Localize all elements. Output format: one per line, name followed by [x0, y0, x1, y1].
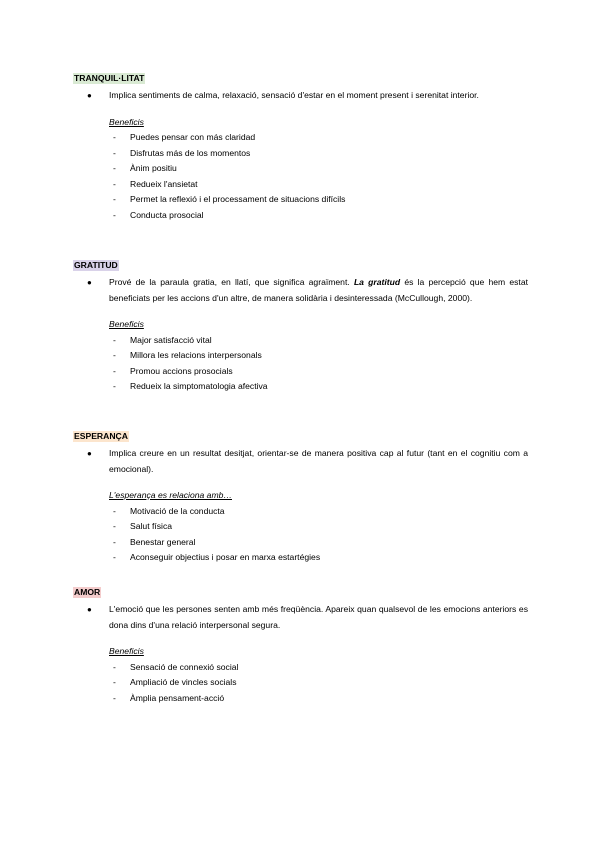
dash-icon: -	[113, 536, 116, 547]
list-item-text: Redueix l'ansietat	[130, 178, 198, 189]
list-item	[73, 660, 528, 676]
list-item-text: Promou accions prosocials	[130, 365, 233, 376]
subsection-title: L'esperança es relaciona amb…	[109, 490, 232, 500]
list-item	[73, 161, 528, 177]
dash-icon: -	[113, 505, 116, 516]
section-heading: GRATITUD	[74, 260, 118, 270]
definition-paragraph	[73, 275, 528, 306]
list-item	[73, 146, 528, 162]
dash-icon: -	[113, 209, 116, 220]
definition-paragraph	[73, 446, 528, 477]
bullet-dot-icon: ●	[87, 449, 92, 458]
bullet-dot-icon: ●	[87, 278, 92, 287]
list-item	[73, 208, 528, 224]
list-item	[73, 691, 528, 707]
benefits-list	[73, 660, 528, 707]
dash-icon: -	[113, 132, 116, 142]
definition-text-part: Prové de la paraula gratia, en llatí, que significa agraïment.	[109, 277, 354, 287]
list-item-text: Sensació de connexió social	[130, 661, 239, 672]
dash-icon: -	[113, 365, 116, 376]
list-item-text: Aconseguir objectius i posar en marxa estartégies	[130, 552, 321, 562]
list-item	[73, 192, 528, 208]
list-item-text: Permet la reflexió i el processament de situacions difícils	[130, 194, 346, 204]
dash-icon: -	[113, 334, 116, 345]
list-item	[73, 348, 528, 364]
dash-icon: -	[113, 677, 116, 687]
list-item-text: Major satisfacció vital	[130, 334, 212, 345]
list-item	[73, 550, 528, 566]
section-heading: TRANQUIL·LITAT	[74, 73, 145, 83]
bullet-dot-icon: ●	[87, 605, 92, 614]
subsection-title: Beneficis	[109, 646, 144, 656]
definition-paragraph	[73, 88, 528, 104]
list-item	[73, 364, 528, 380]
dash-icon: -	[113, 661, 116, 672]
bullet-dot-icon: ●	[87, 91, 92, 100]
list-item	[73, 130, 528, 146]
benefits-list	[73, 130, 528, 223]
subsection-title: Beneficis	[109, 116, 144, 127]
dash-icon: -	[113, 178, 116, 189]
subsection-title: Beneficis	[109, 319, 144, 329]
list-item-text: Conducta prosocial	[130, 209, 204, 220]
dash-icon: -	[113, 350, 116, 360]
list-item	[73, 379, 528, 395]
section-heading: AMOR	[74, 587, 101, 597]
section-gratitud	[73, 260, 528, 395]
list-item	[73, 675, 528, 691]
definition-paragraph	[73, 602, 528, 633]
list-item	[73, 333, 528, 349]
list-item-text: Puedes pensar con más claridad	[130, 132, 256, 142]
dash-icon: -	[113, 521, 116, 531]
list-item-text: Benestar general	[130, 536, 196, 547]
dash-icon: -	[113, 194, 116, 204]
definition-text: L'emoció que les persones senten amb més freqüència. Apareix quan qualsevol de les emocions anteriors es dona dins d'una relació interpersonal segura.	[109, 604, 528, 630]
section-amor	[73, 587, 528, 706]
dash-icon: -	[113, 147, 116, 158]
list-item	[73, 519, 528, 535]
list-item-text: Àmplia pensament-acció	[130, 692, 225, 703]
list-item-text: Ànim positiu	[130, 163, 177, 173]
definition-text	[109, 275, 528, 306]
list-item-text: Motivació de la conducta	[130, 505, 225, 516]
section-tranquillitat	[73, 73, 528, 223]
list-item	[73, 535, 528, 551]
list-item-text: Salut física	[130, 521, 173, 531]
dash-icon: -	[113, 692, 116, 703]
definition-text: Implica creure en un resultat desitjat, orientar-se de manera positiva cap al futur (tant en el cognitiu com a emocional).	[109, 448, 528, 474]
list-item-text: Redueix la simptomatologia afectiva	[130, 381, 268, 391]
dash-icon: -	[113, 381, 116, 391]
list-item-text: Disfrutas más de los momentos	[130, 147, 251, 158]
list-item-text: Millora les relacions interpersonals	[130, 350, 262, 360]
list-item-text: Ampliació de vincles socials	[130, 677, 237, 687]
definition-text: Implica sentiments de calma, relaxació, sensació d'estar en el moment present i serenitat interior.	[109, 90, 479, 100]
dash-icon: -	[113, 163, 116, 173]
benefits-list	[73, 333, 528, 395]
section-heading: ESPERANÇA	[74, 431, 128, 441]
section-esperanca	[73, 431, 528, 566]
definition-text-part: és la percepció que hem estat beneficiats per les accions d'un altre, de manera solidària i desinteressada (McCullough, 2000).	[109, 277, 528, 303]
dash-icon: -	[113, 552, 116, 562]
relations-list	[73, 504, 528, 566]
list-item	[73, 177, 528, 193]
definition-emphasis: La gratitud	[353, 277, 401, 287]
list-item	[73, 504, 528, 520]
